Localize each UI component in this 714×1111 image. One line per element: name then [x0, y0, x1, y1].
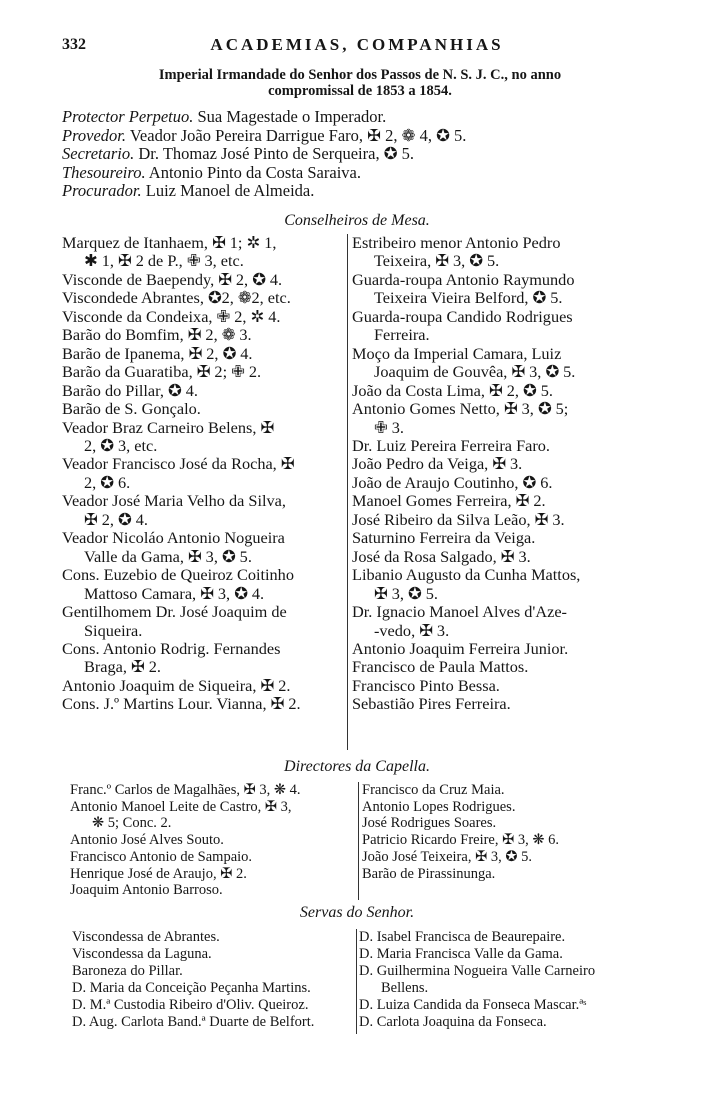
entry-line: Bellens. [381, 979, 429, 996]
list-entry [62, 695, 345, 713]
entry-line: Barão de Pirassinunga. [362, 865, 496, 882]
entry-line: Cons. Euzebio de Queiroz Coitinho [62, 565, 294, 585]
list-entry [352, 511, 657, 529]
officer-provedor [62, 127, 466, 146]
entry-line: Manoel Gomes Ferreira, ✠ 2. [352, 491, 546, 511]
list-entry [352, 658, 657, 676]
column-divider [356, 929, 357, 1034]
list-entry [352, 566, 657, 603]
list-entry [362, 799, 662, 816]
list-entry [62, 326, 345, 344]
entry-line: Saturnino Ferreira da Veiga. [352, 528, 536, 548]
list-entry [62, 289, 345, 307]
list-entry [72, 963, 352, 980]
list-entry [70, 832, 350, 849]
entry-line: Joaquim Antonio Barroso. [70, 882, 223, 899]
column-divider [347, 234, 348, 750]
entry-line: Mattoso Camara, ✠ 3, ✪ 4. [84, 583, 265, 603]
entry-line: Veador Braz Carneiro Belens, ✠ [62, 417, 275, 437]
list-entry [359, 963, 659, 997]
list-entry [72, 946, 352, 963]
entry-line: ✠ 3, ✪ 5. [374, 583, 438, 603]
entry-line: D. Maria Francisca Valle da Gama. [359, 945, 563, 962]
entry-line: Gentilhomem Dr. José Joaquim de [62, 602, 287, 622]
role: Procurador. [62, 181, 142, 201]
list-entry [362, 815, 662, 832]
officer-secretario [62, 145, 466, 164]
entry-line: Henrique José de Araujo, ✠ 2. [70, 865, 247, 882]
list-entry [352, 308, 657, 345]
list-entry [62, 419, 345, 456]
list-entry [62, 566, 345, 603]
entry-line: João José Teixeira, ✠ 3, ✪ 5. [362, 848, 532, 865]
running-head: ACADEMIAS, COMPANHIAS [210, 35, 504, 54]
list-entry [359, 946, 659, 963]
list-entry [62, 308, 345, 326]
entry-line: Veador Francisco José da Rocha, ✠ [62, 454, 295, 474]
list-entry [62, 603, 345, 640]
entry-line: ✠ 2, ✪ 4. [84, 509, 148, 529]
entry-line: ✙ 3. [374, 417, 404, 437]
list-entry [62, 455, 345, 492]
officer-name: Sua Magestade o Imperador. [193, 107, 387, 126]
entry-line: Antonio Lopes Rodrigues. [362, 798, 516, 815]
entry-line: Cons. Antonio Rodrig. Fernandes [62, 638, 281, 658]
right-column [359, 929, 659, 1030]
list-entry [62, 640, 345, 677]
entry-line: Francisco de Paula Mattos. [352, 657, 529, 677]
entry-line: Braga, ✠ 2. [84, 657, 161, 677]
entry-line: 2, ✪ 6. [84, 472, 131, 492]
entry-line: Libanio Augusto da Cunha Mattos, [352, 565, 581, 585]
entry-line: Veador Nicoláo Antonio Nogueira [62, 528, 285, 548]
entry-line: Antonio José Alves Souto. [70, 832, 224, 849]
officer-name: Antonio Pinto da Costa Saraiva. [145, 162, 361, 182]
entry-line: Moço da Imperial Camara, Luiz [352, 343, 562, 363]
role: Provedor. [62, 125, 127, 145]
left-column [70, 782, 350, 899]
role: Protector Perpetuo. [62, 107, 194, 126]
entry-line: João da Costa Lima, ✠ 2, ✪ 5. [352, 380, 553, 400]
directores-columns [62, 782, 660, 900]
entry-line: Guarda-roupa Candido Rodrigues [352, 306, 573, 326]
officer-name: Veador João Pereira Darrigue Faro, ✠ 2, ❁ 4, ✪ 5. [126, 125, 467, 145]
list-entry [352, 437, 657, 455]
left-column [72, 929, 352, 1030]
list-entry [62, 345, 345, 363]
entry-line: Patricio Ricardo Freire, ✠ 3, ❋ 6. [362, 832, 560, 849]
entry-line: Visconde de Baependy, ✠ 2, ✪ 4. [62, 269, 283, 289]
entry-line: José Rodrigues Soares. [362, 815, 497, 832]
entry-line: Sebastião Pires Ferreira. [352, 694, 511, 714]
entry-line: José da Rosa Salgado, ✠ 3. [352, 546, 531, 566]
entry-line: Baroneza do Pillar. [72, 962, 183, 979]
list-entry [352, 474, 657, 492]
list-entry [352, 234, 657, 271]
entry-line: Siqueira. [84, 620, 143, 640]
servas-columns [62, 929, 660, 1034]
entry-line: Francisco da Cruz Maia. [362, 782, 505, 798]
conselheiros-columns [62, 234, 660, 750]
list-entry [62, 234, 345, 271]
entry-line: D. Luiza Candida da Fonseca Mascar.ªˢ [359, 996, 587, 1013]
entry-line: D. M.ª Custodia Ribeiro d'Oliv. Queiroz. [72, 996, 309, 1013]
list-entry [70, 866, 350, 883]
entry-line: João de Araujo Coutinho, ✪ 6. [352, 472, 553, 492]
list-entry [72, 929, 352, 946]
list-entry [359, 929, 659, 946]
entry-line: Barão de S. Gonçalo. [62, 399, 201, 419]
entry-line: Dr. Luiz Pereira Ferreira Faro. [352, 435, 551, 455]
heading-line: compromissal de 1853 a 1854. [268, 83, 452, 99]
right-column [352, 234, 657, 714]
officer-name: Luiz Manoel de Almeida. [141, 181, 315, 201]
list-entry [62, 363, 345, 381]
entry-line: Marquez de Itanhaem, ✠ 1; ✲ 1, [62, 233, 277, 252]
list-entry [352, 455, 657, 473]
entry-line: Estribeiro menor Antonio Pedro [352, 233, 561, 252]
entry-line: Viscondessa da Laguna. [72, 945, 212, 962]
list-entry [62, 271, 345, 289]
entry-line: Francisco Pinto Bessa. [352, 675, 500, 695]
entry-line: D. Carlota Joaquina da Fonseca. [359, 1013, 547, 1030]
list-entry [362, 849, 662, 866]
entry-line: Joaquim de Gouvêa, ✠ 3, ✪ 5. [374, 362, 576, 382]
list-entry [352, 548, 657, 566]
entry-line: Visconde da Condeixa, ✙ 2, ✲ 4. [62, 306, 281, 326]
section-heading [60, 67, 660, 99]
list-entry [70, 799, 350, 832]
section-title-directores: Directores da Capella. [284, 758, 430, 775]
entry-line: Viscondessa de Abrantes. [72, 929, 220, 945]
list-entry [352, 345, 657, 382]
list-entry [70, 882, 350, 899]
entry-line: 2, ✪ 3, etc. [84, 435, 158, 455]
entry-line: Guarda-roupa Antonio Raymundo [352, 269, 575, 289]
entry-line: D. Aug. Carlota Band.ª Duarte de Belfort. [72, 1013, 315, 1030]
entry-line: Veador José Maria Velho da Silva, [62, 491, 286, 511]
section-title-servas: Servas do Senhor. [299, 904, 415, 921]
entry-line: D. Guilhermina Nogueira Valle Carneiro [359, 962, 596, 979]
column-divider [358, 782, 359, 900]
entry-line: Barão de Ipanema, ✠ 2, ✪ 4. [62, 343, 253, 363]
list-entry [362, 866, 662, 883]
role: Thesoureiro. [62, 162, 146, 182]
entry-line: Antonio Gomes Netto, ✠ 3, ✪ 5; [352, 399, 569, 419]
entry-line: João Pedro da Veiga, ✠ 3. [352, 454, 523, 474]
list-entry [62, 677, 345, 695]
list-entry [70, 782, 350, 799]
role: Secretario. [62, 144, 135, 164]
entry-line: Cons. J.º Martins Lour. Vianna, ✠ 2. [62, 694, 301, 714]
list-entry [70, 849, 350, 866]
officer-thesoureiro [62, 164, 466, 183]
entry-line: ✱ 1, ✠ 2 de P., ✙ 3, etc. [84, 251, 244, 271]
list-entry [359, 997, 659, 1014]
officer-protector [62, 108, 466, 127]
entry-line: Antonio Manoel Leite de Castro, ✠ 3, [70, 798, 292, 815]
list-entry [62, 400, 345, 418]
page-number: 332 [62, 36, 86, 53]
entry-line: José Ribeiro da Silva Leão, ✠ 3. [352, 509, 565, 529]
list-entry [62, 382, 345, 400]
list-entry [72, 980, 352, 997]
section-title-conselheiros: Conselheiros de Mesa. [284, 212, 430, 229]
entry-line: Ferreira. [374, 325, 430, 345]
right-column [362, 782, 662, 882]
entry-line: Dr. Ignacio Manoel Alves d'Aze- [352, 602, 567, 622]
officer-procurador [62, 182, 466, 201]
list-entry [362, 832, 662, 849]
list-entry [359, 1014, 659, 1031]
entry-line: D. Maria da Conceição Peçanha Martins. [72, 979, 311, 996]
entry-line: -vedo, ✠ 3. [374, 620, 450, 640]
entry-line: Francisco Antonio de Sampaio. [70, 848, 253, 865]
list-entry [62, 529, 345, 566]
heading-line: Imperial Irmandade do Senhor dos Passos de N. S. J. C., no anno [158, 67, 562, 83]
list-entry [352, 492, 657, 510]
list-entry [352, 603, 657, 640]
list-entry [352, 695, 657, 713]
officer-name: Dr. Thomaz José Pinto de Serqueira, ✪ 5. [134, 144, 415, 164]
left-column [62, 234, 345, 714]
list-entry [62, 492, 345, 529]
list-entry [352, 677, 657, 695]
entry-line: Antonio Joaquim Ferreira Junior. [352, 638, 569, 658]
list-entry [362, 782, 662, 799]
entry-line: Teixeira, ✠ 3, ✪ 5. [374, 251, 500, 271]
officers-list [62, 108, 466, 201]
entry-line: Franc.º Carlos de Magalhães, ✠ 3, ❋ 4. [70, 782, 301, 798]
entry-line: Teixeira Vieira Belford, ✪ 5. [374, 288, 563, 308]
list-entry [72, 1014, 352, 1031]
entry-line: Viscondede Abrantes, ✪2, ❁2, etc. [62, 288, 291, 308]
list-entry [352, 400, 657, 437]
entry-line: Barão do Bomfim, ✠ 2, ❁ 3. [62, 325, 252, 345]
list-entry [352, 640, 657, 658]
entry-line: Antonio Joaquim de Siqueira, ✠ 2. [62, 675, 291, 695]
list-entry [72, 997, 352, 1014]
entry-line: Valle da Gama, ✠ 3, ✪ 5. [84, 546, 252, 566]
entry-line: ❋ 5; Conc. 2. [92, 815, 172, 832]
entry-line: Barão do Pillar, ✪ 4. [62, 380, 198, 400]
entry-line: D. Isabel Francisca de Beaurepaire. [359, 929, 566, 945]
entry-line: Barão da Guaratiba, ✠ 2; ✙ 2. [62, 362, 262, 382]
list-entry [352, 271, 657, 308]
list-entry [352, 529, 657, 547]
list-entry [352, 382, 657, 400]
